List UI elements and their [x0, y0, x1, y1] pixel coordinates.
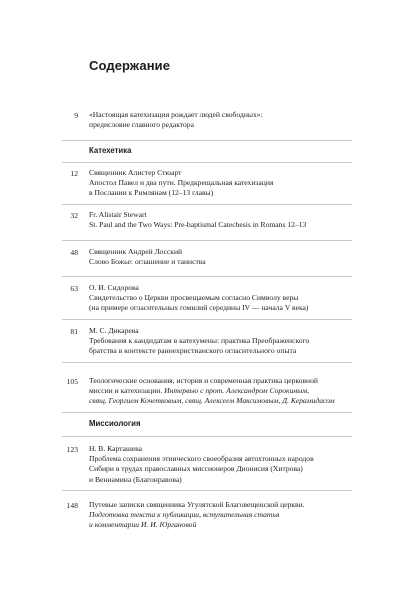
entry-text: [89, 168, 364, 199]
entry-line-italic: свящ. Георгием Кочетковым, свящ. Алексеем Максимовым, Д. Керамидасом: [89, 396, 335, 406]
page-number: 148: [66, 501, 78, 510]
divider: [62, 412, 352, 413]
page-number: 9: [74, 111, 78, 120]
entry-line: Путевые записки священника Угулятской Благовещенской церкви.: [89, 500, 305, 509]
entry-text: [89, 210, 364, 230]
page-title: Содержание: [89, 58, 171, 73]
entry-line-italic: Подготовка текста к публикации, вступительная статья: [89, 510, 280, 520]
entry-line-start: миссии и катехизации.: [89, 386, 163, 396]
entry-line: «Настоящая катехизация рождает людей свободных»:: [89, 110, 263, 119]
entry-line-italic: и комментарии И. И. Юргановой: [89, 520, 197, 530]
entry-line: предисловие главного редактора: [89, 120, 194, 130]
entry-line: Слово Божье: оглашение и таинства: [89, 257, 206, 267]
entry-line: (на примере огласительных гомилий середины IV — начала V века): [89, 303, 309, 313]
entry-line: Священник Алистер Стюарт: [89, 168, 182, 177]
entry-text: [89, 110, 364, 130]
entry-line: М. С. Дикарева: [89, 326, 139, 335]
entry-text: [89, 283, 364, 314]
divider: [62, 362, 352, 363]
entry-line: Священник Андрей Лосский: [89, 247, 183, 256]
page-number: 81: [70, 327, 78, 336]
divider: [62, 204, 352, 205]
entry-line: [89, 386, 364, 396]
entry-line: Н. В. Карташева: [89, 444, 143, 453]
entry-line: Теологические основания, история и современная практика церковной: [89, 376, 318, 385]
entry-text: [89, 444, 364, 485]
section-heading: Катехетика: [89, 146, 132, 155]
entry-line: St. Paul and the Two Ways: Pre-baptismal Catechesis in Romans 12–13: [89, 220, 307, 230]
entry-line: Проблема сохранения этнического своеобразия автохтонных народов: [89, 454, 314, 464]
divider: [62, 490, 352, 491]
entry-text: [89, 247, 364, 267]
divider: [62, 319, 352, 320]
entry-line: Требования к кандидатам в катехумены: практика Преображенского: [89, 336, 310, 346]
entry-line: Апостол Павел и два пути. Предкрещальная катехизация: [89, 178, 274, 188]
divider: [62, 162, 352, 163]
divider: [62, 140, 352, 141]
divider: [62, 276, 352, 277]
page-number: 123: [66, 445, 78, 454]
page-number: 105: [66, 377, 78, 386]
divider: [62, 436, 352, 437]
page-number: 48: [70, 248, 78, 257]
entry-line: и Вениамина (Благонравова): [89, 474, 182, 484]
entry-text: [89, 500, 364, 531]
entry-line: Сибири в трудах православных миссионеров Дионисия (Хитрова): [89, 464, 303, 474]
page-number: 63: [70, 284, 78, 293]
entry-line-italic: Интервью с прот. Александром Сорокиным,: [162, 386, 310, 396]
entry-text: [89, 376, 364, 407]
page-number: 12: [70, 169, 78, 178]
entry-text: [89, 326, 364, 357]
section-heading: Миссиология: [89, 419, 141, 428]
divider: [62, 240, 352, 241]
entry-line: О. И. Сидорова: [89, 283, 139, 292]
entry-line: Свидетельство о Церкви просвещаемым согласно Символу веры: [89, 293, 299, 303]
entry-line: в Послании к Римлянам (12–13 главы): [89, 188, 214, 198]
entry-line: Fr. Alistair Stewart: [89, 210, 147, 219]
page-number: 32: [70, 211, 78, 220]
entry-line: братства в контексте раннехристианского огласительного опыта: [89, 346, 297, 356]
